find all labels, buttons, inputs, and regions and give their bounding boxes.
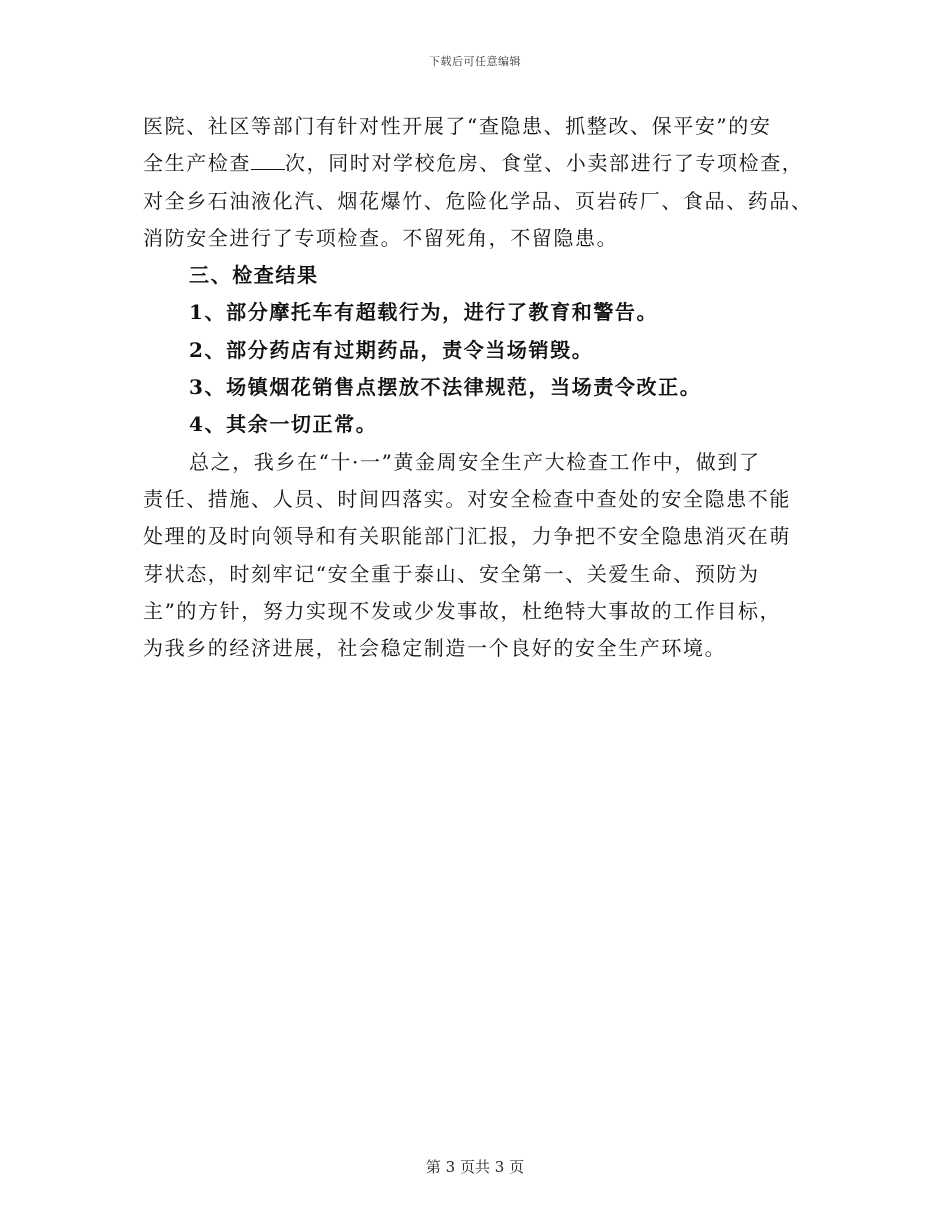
page-header: 下载后可任意编辑 [429,55,521,68]
paragraph-text: 次，同时对学校危房、食堂、小卖部进行了专项检查， [285,151,804,176]
section-heading: 三、检查结果 [189,263,319,288]
document-body [143,108,823,667]
paragraph-line: 对全乡石油液化汽、烟花爆竹、危险化学品、页岩砖厂、食品、药品、 [143,188,813,213]
page-footer: 第 3 页共 3 页 [425,1158,525,1176]
conclusion-line: 处理的及时向领导和有关职能部门汇报，力争把不安全隐患消灭在萌 [143,524,791,549]
result-item: 3、场镇烟花销售点摆放不法律规范，当场责令改正。 [189,375,702,400]
conclusion-line: 为我乡的经济进展，社会稳定制造一个良好的安全生产环境。 [143,636,727,661]
conclusion-line: 主”的方针，努力实现不发或少发事故，杜绝特大事故的工作目标， [143,598,782,623]
paragraph-line: 消防安全进行了专项检查。不留死角，不留隐患。 [143,225,619,250]
result-item: 2、部分药店有过期药品，责令当场销毁。 [189,337,594,362]
conclusion-line: 芽状态，时刻牢记“安全重于泰山、安全第一、关爱生命、预防为 [143,561,760,586]
conclusion-line: 总之，我乡在“十·一”黄金周安全生产大检查工作中，做到了 [189,449,761,474]
paragraph-line: 医院、社区等部门有针对性开展了“查隐患、抓整改、保平安”的安 [143,114,772,138]
result-item: 1、部分摩托车有超载行为，进行了教育和警告。 [189,300,659,325]
result-item: 4、其余一切正常。 [189,412,378,437]
paragraph-text: 全生产检查 [143,151,251,176]
conclusion-line: 责任、措施、人员、时间四落实。对安全检查中查处的安全隐患不能 [143,486,791,511]
paragraph-line [143,145,823,182]
fill-in-blank [251,153,285,170]
